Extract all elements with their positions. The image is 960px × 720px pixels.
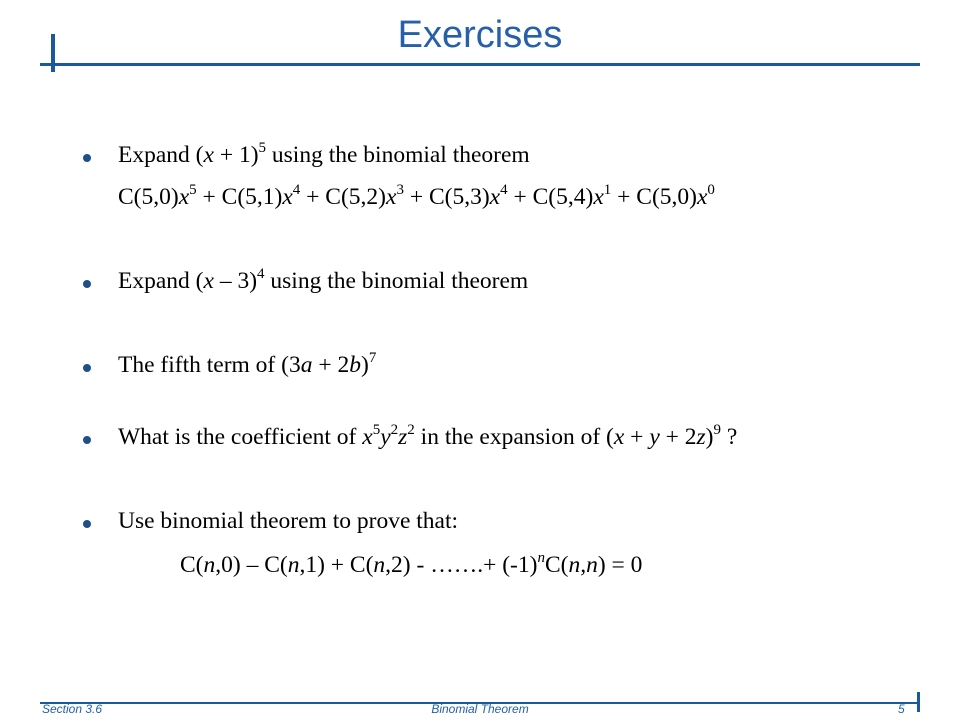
text-run: x	[489, 184, 501, 210]
text-run: C(5,0)	[118, 184, 179, 210]
text-run: using the binomial theorem	[266, 142, 530, 168]
item-1-answer	[118, 184, 715, 211]
text-run: 4	[500, 182, 508, 198]
slide-title: Exercises	[397, 14, 563, 56]
text-run: + C(5,0)	[611, 184, 697, 210]
text-run: n	[203, 552, 216, 578]
item-3-text	[118, 352, 376, 379]
item-2-text	[118, 268, 528, 295]
bullet-2	[83, 280, 91, 288]
text-run: y	[649, 424, 660, 450]
text-run: n	[373, 552, 386, 578]
text-run: + C(5,3)	[403, 184, 490, 210]
title-rule-horizontal	[40, 63, 920, 66]
text-run: x	[362, 424, 373, 450]
text-run: What is the coefficient of	[118, 424, 363, 450]
text-run: n	[537, 550, 545, 566]
text-run: + C(5,1)	[196, 184, 283, 210]
text-run: The fifth term of (3	[118, 352, 301, 378]
text-run: 5	[258, 140, 267, 156]
text-run: 4	[257, 266, 265, 282]
text-run: 4	[292, 182, 301, 198]
text-run: ?	[721, 424, 738, 450]
item-4-text	[118, 424, 737, 451]
text-run: x	[593, 184, 604, 210]
text-run: – 3)	[213, 268, 258, 294]
text-run: )	[705, 424, 714, 450]
text-run: x	[178, 184, 190, 210]
text-run: x	[613, 424, 625, 450]
text-run: C(	[180, 552, 204, 578]
item-5-identity	[180, 552, 642, 579]
bullet-5	[83, 520, 91, 528]
text-run: +	[624, 424, 650, 450]
text-run: 3	[396, 182, 404, 198]
bullet-4	[83, 436, 91, 444]
footer-topic: Binomial Theorem	[431, 702, 529, 716]
text-run: + 1)	[213, 142, 259, 168]
text-run: in the expansion of (	[414, 424, 614, 450]
text-run: z	[696, 424, 706, 450]
text-run: 5	[372, 422, 381, 438]
text-run: ,0) – C(	[215, 552, 288, 578]
text-run: 5	[189, 182, 197, 198]
text-run: a	[300, 352, 313, 378]
text-run: ) = 0	[597, 552, 643, 578]
text-run: x	[696, 184, 708, 210]
text-run: + C(5,2)	[300, 184, 387, 210]
text-run: C(	[544, 552, 569, 578]
text-run: z	[398, 424, 408, 450]
text-run: Expand (	[118, 268, 204, 294]
text-run: x	[282, 184, 293, 210]
text-run: )	[360, 352, 369, 378]
text-run: ,1) + C(	[299, 552, 374, 578]
text-run: n	[287, 552, 300, 578]
text-run: Use binomial theorem to prove that:	[118, 508, 459, 534]
bullet-3	[83, 364, 91, 372]
item-5-text	[118, 508, 458, 535]
text-run: + 2	[312, 352, 350, 378]
text-run: 0	[707, 182, 715, 198]
text-run: 2	[407, 422, 415, 438]
text-run: x	[203, 142, 214, 168]
title-rule-vertical	[51, 34, 55, 72]
text-run: n,n	[568, 552, 598, 578]
text-run: ,2) - …….+ (-1)	[385, 552, 538, 578]
footer-page-number: 5	[898, 702, 905, 716]
text-run: 1	[603, 182, 612, 198]
text-run: x	[203, 268, 214, 294]
text-run: 2	[390, 422, 399, 438]
text-run: + 2	[659, 424, 697, 450]
text-run: 7	[368, 350, 377, 366]
text-run: x	[386, 184, 397, 210]
footer-section: Section 3.6	[42, 702, 103, 716]
text-run: + C(5,4)	[507, 184, 594, 210]
text-run: using the binomial theorem	[264, 268, 529, 294]
text-run: Expand (	[118, 142, 204, 168]
bullet-1	[83, 154, 91, 162]
text-run: 9	[713, 422, 721, 438]
item-1-text	[118, 142, 530, 169]
text-run: y	[380, 424, 391, 450]
text-run: b	[349, 352, 361, 378]
